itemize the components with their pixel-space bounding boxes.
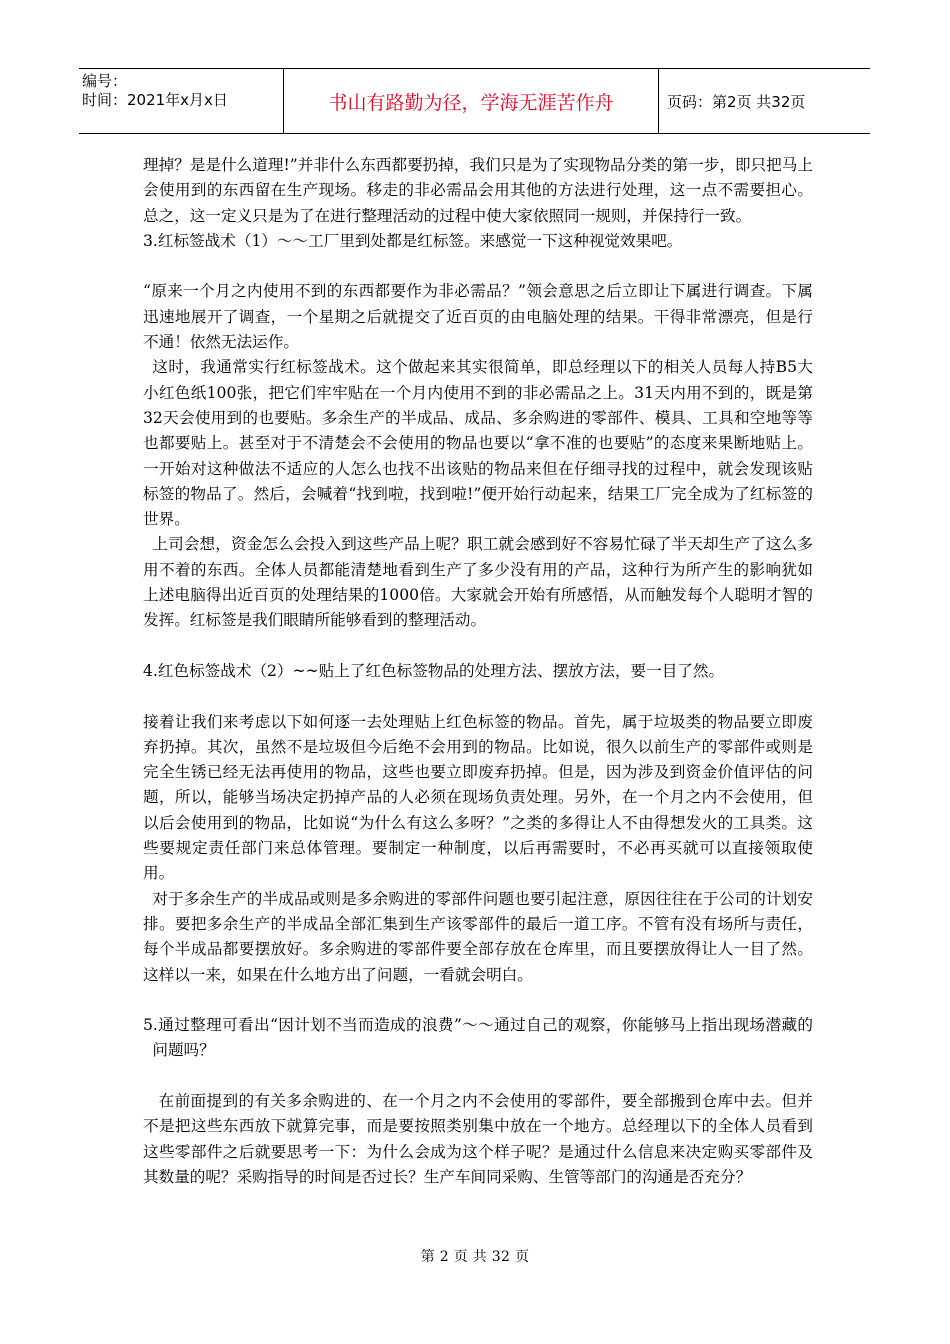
paragraph: 接着让我们来考虑以下如何逐一去处理贴上红色标签的物品。首先，属于垃圾类的物品要立即废弃扔掉。其次，虽然不是垃圾但今后绝不会用到的物品。比如说，很久以前生产的零部件或则是完全生锈已经无法再使用的物品，这些也要立即废弃扔掉。但是，因为涉及到资金价值评估的问题，所以，能够当场决定扔掉产品的人必须在现场负责处理。另外，在一个月之内不会使用，但以后会使用到的物品，比如说“为什么有这么多呀？”之类的多得让人不由得想发火的工具类。这些要规定责任部门来总体管理。要制定一种制度，以后再需要时，不必再买就可以直接领取使用。 [143, 712, 813, 883]
document-number-label: 编号： [82, 72, 128, 90]
paragraph: 对于多余生产的半成品或则是多余购进的零部件问题也要引起注意，原因往往在于公司的计划安排。要把多余生产的半成品全部汇集到生产该零部件的最后一道工序。不管有没有场所与责任，每个半成品都要摆放好。多余购进的零部件要全部存放在仓库里，而且要摆放得让人一目了然。这样以一来，如果在什么地方出了问题，一看就会明白。 [143, 889, 813, 984]
document-header [79, 68, 870, 134]
header-motto: 书山有路勤为径，学海无涯苦作舟 [283, 69, 659, 133]
paragraph: 这时，我通常实行红标签战术。这个做起来其实很简单，即总经理以下的相关人员每人持B5大小红色纸100张，把它们牢牢贴在一个月内使用不到的非必需品之上。31天内用不到的，既是第32天会使用到的也要贴。多余生产的半成品、成品、多余购进的零部件、模具、工具和空地等等也都要贴上。甚至对于不清楚会不会使用的物品也要以“拿不准的也要贴”的态度来果断地贴上。一开始对这种做法不适应的人怎么也找不出该贴的物品来但在仔细寻找的过程中，就会发现该贴标签的物品了。然后，会喊着“找到啦，找到啦!”便开始行动起来，结果工厂完全成为了红标签的世界。 [143, 358, 813, 529]
section-heading-4: 4.红色标签战术（2）~~贴上了红色标签物品的处理方法、摆放方法，要一目了然。 [143, 661, 725, 680]
paragraph: “原来一个月之内使用不到的东西都要作为非必需品？”领会意思之后立即让下属进行调查。下属迅速地展开了调查，一个星期之后就提交了近百页的由电脑处理的结果。干得非常漂亮，但是行不通！依然无法运作。 [143, 282, 813, 352]
section-heading-5: 5.通过整理可看出“因计划不当而造成的浪费”～～通过自己的观察，你能够马上指出现场潜藏的问题吗？ [143, 1016, 813, 1060]
header-page-label: 页码：第2页 共32页 [667, 92, 806, 111]
paragraph: 在前面提到的有关多余购进的、在一个月之内不会使用的零部件，要全部搬到仓库中去。但并不是把这些东西放下就算完事，而是要按照类别集中放在一个地方。总经理以下的全体人员看到这些零部件之后就要思考一下：为什么会成为这个样子呢？是通过什么信息来决定购买零部件及其数量的呢？采购指导的时间是否过长？生产车间同采购、生管等部门的沟通是否充分？ [143, 1091, 813, 1186]
header-info-cell [79, 69, 283, 133]
section-heading-3: 3.红标签战术（1）～～工厂里到处都是红标签。来感觉一下这种视觉效果吧。 [143, 231, 683, 250]
page-footer: 第 2 页 共 32 页 [420, 1249, 530, 1265]
paragraph-continuation: 理掉？是是什么道理!”并非什么东西都要扔掉，我们只是为了实现物品分类的第一步，即只把马上会使用到的东西留在生产现场。移走的非必需品会用其他的方法进行处理，这一点不需要担心。总之，这一定义只是为了在进行整理活动的过程中使大家依照同一规则，并保持行一致。 [143, 156, 813, 225]
paragraph: 上司会想，资金怎么会投入到这些产品上呢？职工就会感到好不容易忙碌了半天却生产了这么多用不着的东西。全体人员都能清楚地看到生产了多少没有用的产品，这种行为所产生的影响犹如上述电脑得出近百页的处理结果的1000倍。大家就会开始有所感悟，从而触发每个人聪明才智的发挥。红标签是我们眼睛所能够看到的整理活动。 [143, 535, 813, 630]
document-body [143, 153, 813, 1190]
document-date-label: 时间：2021年x月x日 [82, 91, 228, 109]
